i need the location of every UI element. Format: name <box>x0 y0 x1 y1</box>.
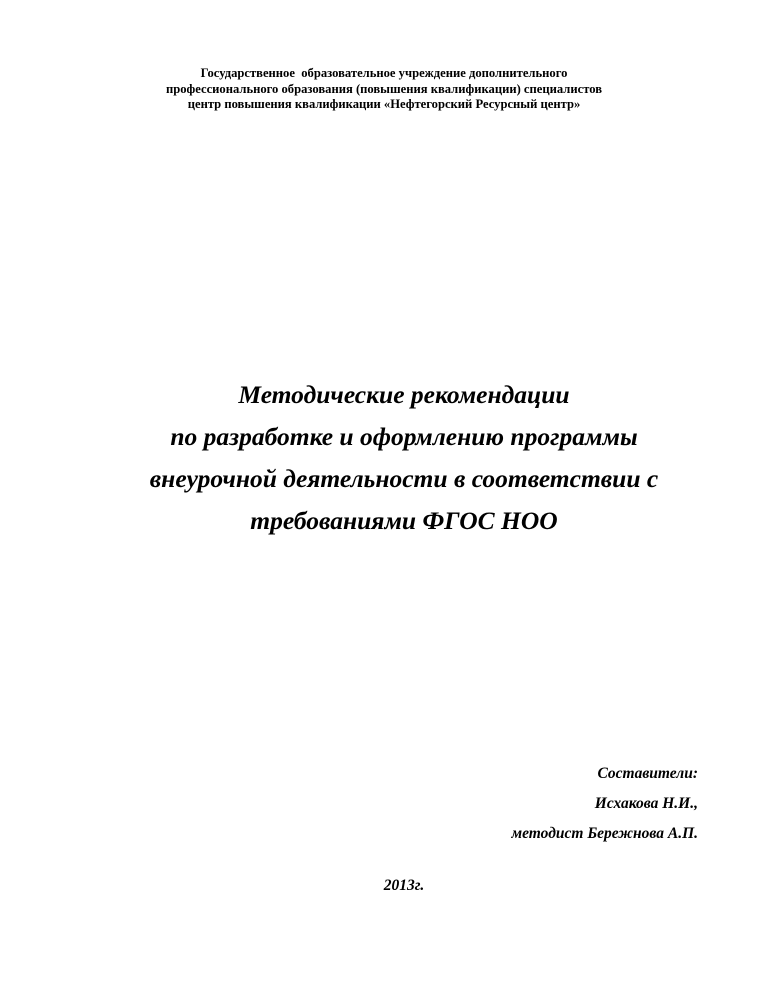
title-line: требованиями ФГОС НОО <box>250 506 558 535</box>
authors-block <box>512 759 698 849</box>
title-line: внеурочной деятельности в соответствии с <box>149 464 659 493</box>
author-name: Исхакова Н.И., <box>594 795 698 812</box>
institution-header <box>0 66 768 113</box>
header-line: Государственное образовательное учреждение дополнительного <box>200 66 568 80</box>
title-line: по разработке и оформлению программы <box>170 422 638 451</box>
authors-label: Составители: <box>597 765 698 782</box>
header-line: профессионального образования (повышения квалификации) специалистов <box>165 81 603 96</box>
document-title <box>0 374 768 542</box>
title-line: Методические рекомендации <box>238 380 570 409</box>
publication-year: 2013г. <box>383 877 425 894</box>
author-name: методист Бережнова А.П. <box>511 825 698 842</box>
header-line: центр повышения квалификации «Нефтегорский Ресурсный центр» <box>187 97 581 111</box>
